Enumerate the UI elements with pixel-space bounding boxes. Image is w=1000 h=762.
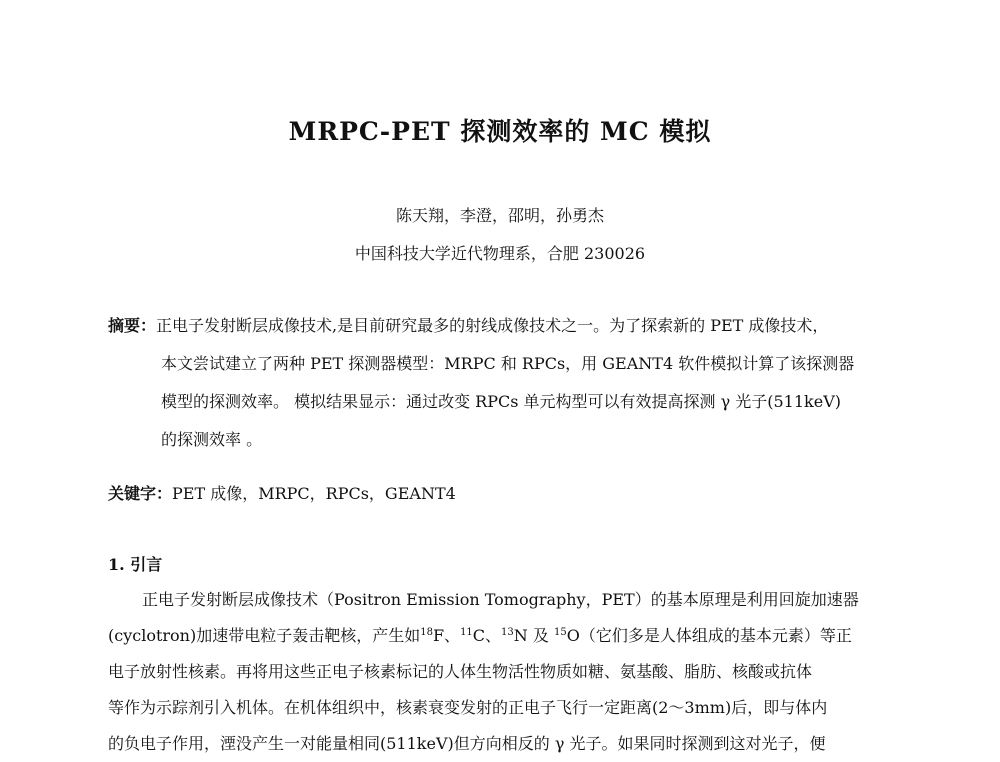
body-text: (cyclotron)加速带电粒子轰击靶核，产生如: [108, 626, 421, 645]
affiliation: 中国科技大学近代物理系，合肥 230026: [354, 244, 646, 263]
keywords-label: 关键字：: [108, 484, 173, 503]
isotope-mass: 18: [420, 627, 433, 638]
isotope-mass: 13: [501, 627, 514, 638]
isotope-symbol: C、: [472, 626, 502, 645]
abstract-line: 模型的探测效率。 模拟结果显示：通过改变 RPCs 单元构型可以有效提高探测 γ 光子(511keV): [161, 392, 842, 411]
isotope-symbol: N 及: [513, 626, 554, 645]
isotope-symbol: F、: [432, 626, 461, 645]
section-heading: 1. 引言: [108, 555, 163, 574]
body-line: [108, 618, 900, 654]
isotope-mass: 11: [460, 627, 473, 638]
abstract: [108, 307, 900, 459]
isotope-mass: 15: [553, 627, 567, 638]
abstract-line: 本文尝试建立了两种 PET 探测器模型：MRPC 和 RPCs，用 GEANT4 软件模拟计算了该探测器: [161, 354, 855, 373]
keywords-text: PET 成像，MRPC，RPCs，GEANT4: [172, 484, 456, 503]
author-list: 陈天翔，李澄，邵明，孙勇杰: [395, 206, 604, 225]
keywords: [108, 481, 456, 504]
body-line: 等作为示踪剂引入机体。在机体组织中，核素衰变发射的正电子飞行一定距离(2～3mm)后，即与体内: [108, 698, 828, 717]
paper-title: MRPC-PET 探测效率的 MC 模拟: [288, 117, 712, 146]
body-paragraph: [108, 582, 900, 762]
abstract-label: 摘要：: [108, 316, 157, 335]
body-line: 的负电子作用，湮没产生一对能量相同(511keV)但方向相反的 γ 光子。如果同时探测到这对光子，便: [108, 734, 826, 753]
body-line: 正电子发射断层成像技术（Positron Emission Tomography，PET）的基本原理是利用回旋加速器: [142, 590, 859, 609]
body-line: 电子放射性核素。再将用这些正电子核素标记的人体生物活性物质如糖、氨基酸、脂肪、核酸或抗体: [108, 662, 813, 681]
abstract-text: 正电子发射断层成像技术,是目前研究最多的射线成像技术之一。为了探索新的 PET 成像技术，: [156, 316, 829, 335]
isotope-symbol: O（它们多是人体组成的基本元素）等正: [566, 626, 852, 645]
abstract-line: 的探测效率 。: [161, 430, 263, 449]
abstract-line: [108, 307, 900, 345]
